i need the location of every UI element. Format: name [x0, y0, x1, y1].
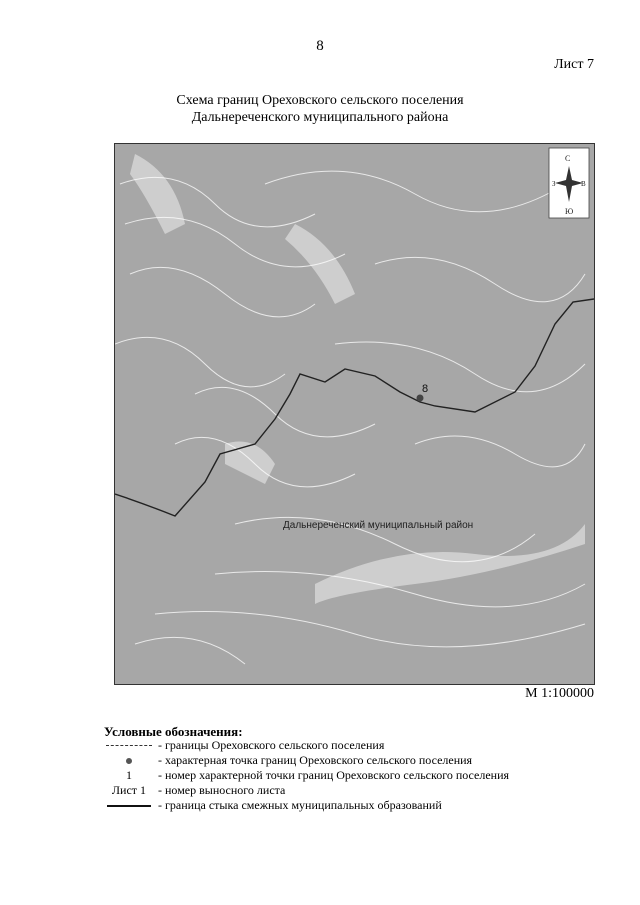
map-frame: [114, 143, 595, 685]
legend-text: - номер выносного листа: [158, 783, 286, 797]
legend-row-junction: [104, 798, 442, 813]
legend-number-symbol: 1: [126, 768, 132, 782]
map-scale: М 1:100000: [525, 686, 594, 701]
map-title: [0, 92, 640, 126]
district-label: Дальнереченский муниципальный район: [283, 520, 474, 531]
compass-rose: [549, 148, 589, 218]
map-title-line-2: Дальнереченского муниципального района: [191, 110, 449, 125]
legend-row-boundary: [104, 738, 384, 753]
compass-west-label: З: [552, 180, 556, 188]
legend-text: - границы Ореховского сельского поселения: [158, 738, 385, 752]
sheet-label: Лист 7: [554, 57, 594, 72]
legend-text: - характерная точка границ Ореховского сельского поселения: [158, 753, 473, 767]
legend-row-sheet: [104, 783, 285, 798]
map-title-line-1: Схема границ Ореховского сельского поселения: [176, 93, 464, 108]
legend-text: - граница стыка смежных муниципальных образований: [158, 798, 442, 812]
compass-east-label: В: [581, 180, 586, 188]
topographic-map: [115, 144, 594, 684]
legend-title: Условные обозначения:: [104, 724, 243, 739]
boundary-point-8-label: 8: [422, 383, 429, 395]
legend-row-point-number: [104, 768, 509, 783]
legend-solid-line-symbol: [104, 798, 154, 813]
legend-row-point: [104, 753, 472, 768]
legend-sheet-symbol: Лист 1: [111, 783, 147, 797]
legend-dashed-line-symbol: [104, 738, 154, 753]
settlement-boundary: [115, 299, 594, 516]
valley-highlights: [130, 154, 585, 604]
compass-north-label: С: [565, 154, 571, 163]
boundary-point-8: [417, 395, 424, 402]
page-number: 8: [316, 38, 324, 54]
legend-dot-symbol: [104, 753, 154, 768]
compass-south-label: Ю: [565, 207, 574, 216]
legend-text: - номер характерной точки границ Ореховского сельского поселения: [158, 768, 510, 782]
